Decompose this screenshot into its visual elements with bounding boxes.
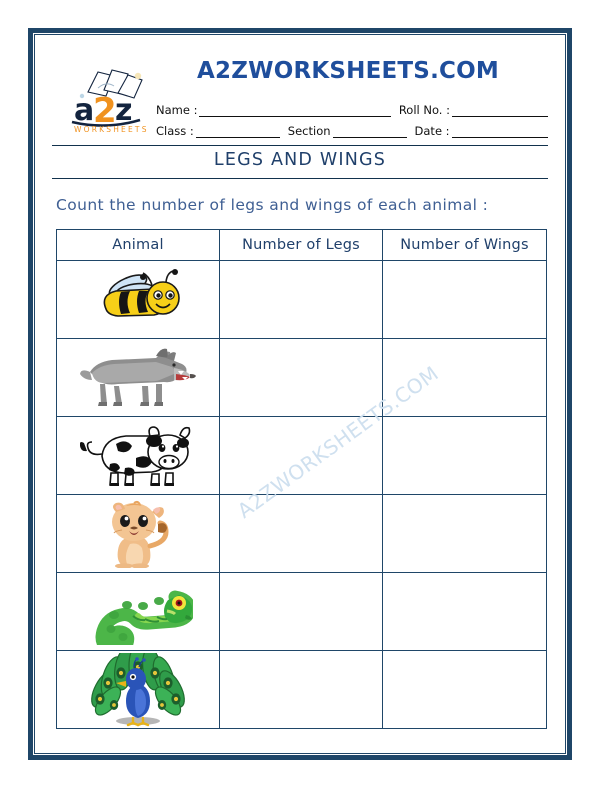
chameleon-icon <box>83 579 193 645</box>
peacock-icon <box>86 653 190 727</box>
worksheet-instruction: Count the number of legs and wings of each animal : <box>56 196 489 214</box>
table-row <box>57 339 547 417</box>
legs-answer-cell[interactable] <box>220 339 383 417</box>
legs-answer-cell[interactable] <box>220 495 383 573</box>
animal-cell-peacock <box>57 651 220 729</box>
wings-answer-cell[interactable] <box>383 417 547 495</box>
name-input[interactable] <box>199 105 390 117</box>
field-row-class <box>156 117 548 138</box>
svg-text:2: 2 <box>93 91 117 131</box>
animal-table <box>56 229 547 729</box>
animal-cell-wolf <box>57 339 220 417</box>
name-label: Name : <box>156 103 198 117</box>
cow-icon <box>80 424 196 488</box>
lion-cub-icon <box>96 500 180 568</box>
svg-text:z: z <box>115 93 133 128</box>
legs-answer-cell[interactable] <box>220 261 383 339</box>
wings-answer-cell[interactable] <box>383 573 547 651</box>
animal-cell-lion-cub <box>57 495 220 573</box>
student-info-fields <box>156 96 548 138</box>
animal-cell-bee <box>57 261 220 339</box>
field-row-name <box>156 96 548 117</box>
table-head <box>57 230 547 261</box>
logo-subtext: WORKSHEETS <box>74 125 149 134</box>
roll-input[interactable] <box>452 105 548 117</box>
worksheet-header <box>52 44 548 146</box>
class-label: Class : <box>156 124 194 138</box>
table-row <box>57 573 547 651</box>
watermark: A2ZWORKSHEETS.COM <box>232 361 444 523</box>
animal-cell-chameleon <box>57 573 220 651</box>
legs-answer-cell[interactable] <box>220 651 383 729</box>
table-body <box>57 261 547 729</box>
section-input[interactable] <box>333 126 407 138</box>
wolf-icon <box>78 346 198 410</box>
legs-answer-cell[interactable] <box>220 573 383 651</box>
wings-answer-cell[interactable] <box>383 495 547 573</box>
brand-title: A2ZWORKSHEETS.COM <box>197 58 499 84</box>
date-label: Date : <box>414 124 450 138</box>
table-row <box>57 495 547 573</box>
worksheet-title: LEGS AND WINGS <box>52 150 548 179</box>
class-input[interactable] <box>196 126 280 138</box>
animal-cell-cow <box>57 417 220 495</box>
wings-answer-cell[interactable] <box>383 261 547 339</box>
bee-icon <box>88 269 188 331</box>
a2z-logo <box>68 62 154 134</box>
column-header-wings: Number of Wings <box>383 230 547 261</box>
table-row <box>57 417 547 495</box>
table-header-row <box>57 230 547 261</box>
table-row <box>57 651 547 729</box>
worksheet-sheet <box>38 38 562 750</box>
wings-answer-cell[interactable] <box>383 339 547 417</box>
roll-label: Roll No. : <box>398 103 450 117</box>
table-row <box>57 261 547 339</box>
wings-answer-cell[interactable] <box>383 651 547 729</box>
date-input[interactable] <box>452 126 548 138</box>
svg-text:a: a <box>74 93 95 128</box>
section-label: Section <box>287 124 331 138</box>
column-header-animal: Animal <box>57 230 220 261</box>
legs-answer-cell[interactable] <box>220 417 383 495</box>
column-header-legs: Number of Legs <box>220 230 383 261</box>
